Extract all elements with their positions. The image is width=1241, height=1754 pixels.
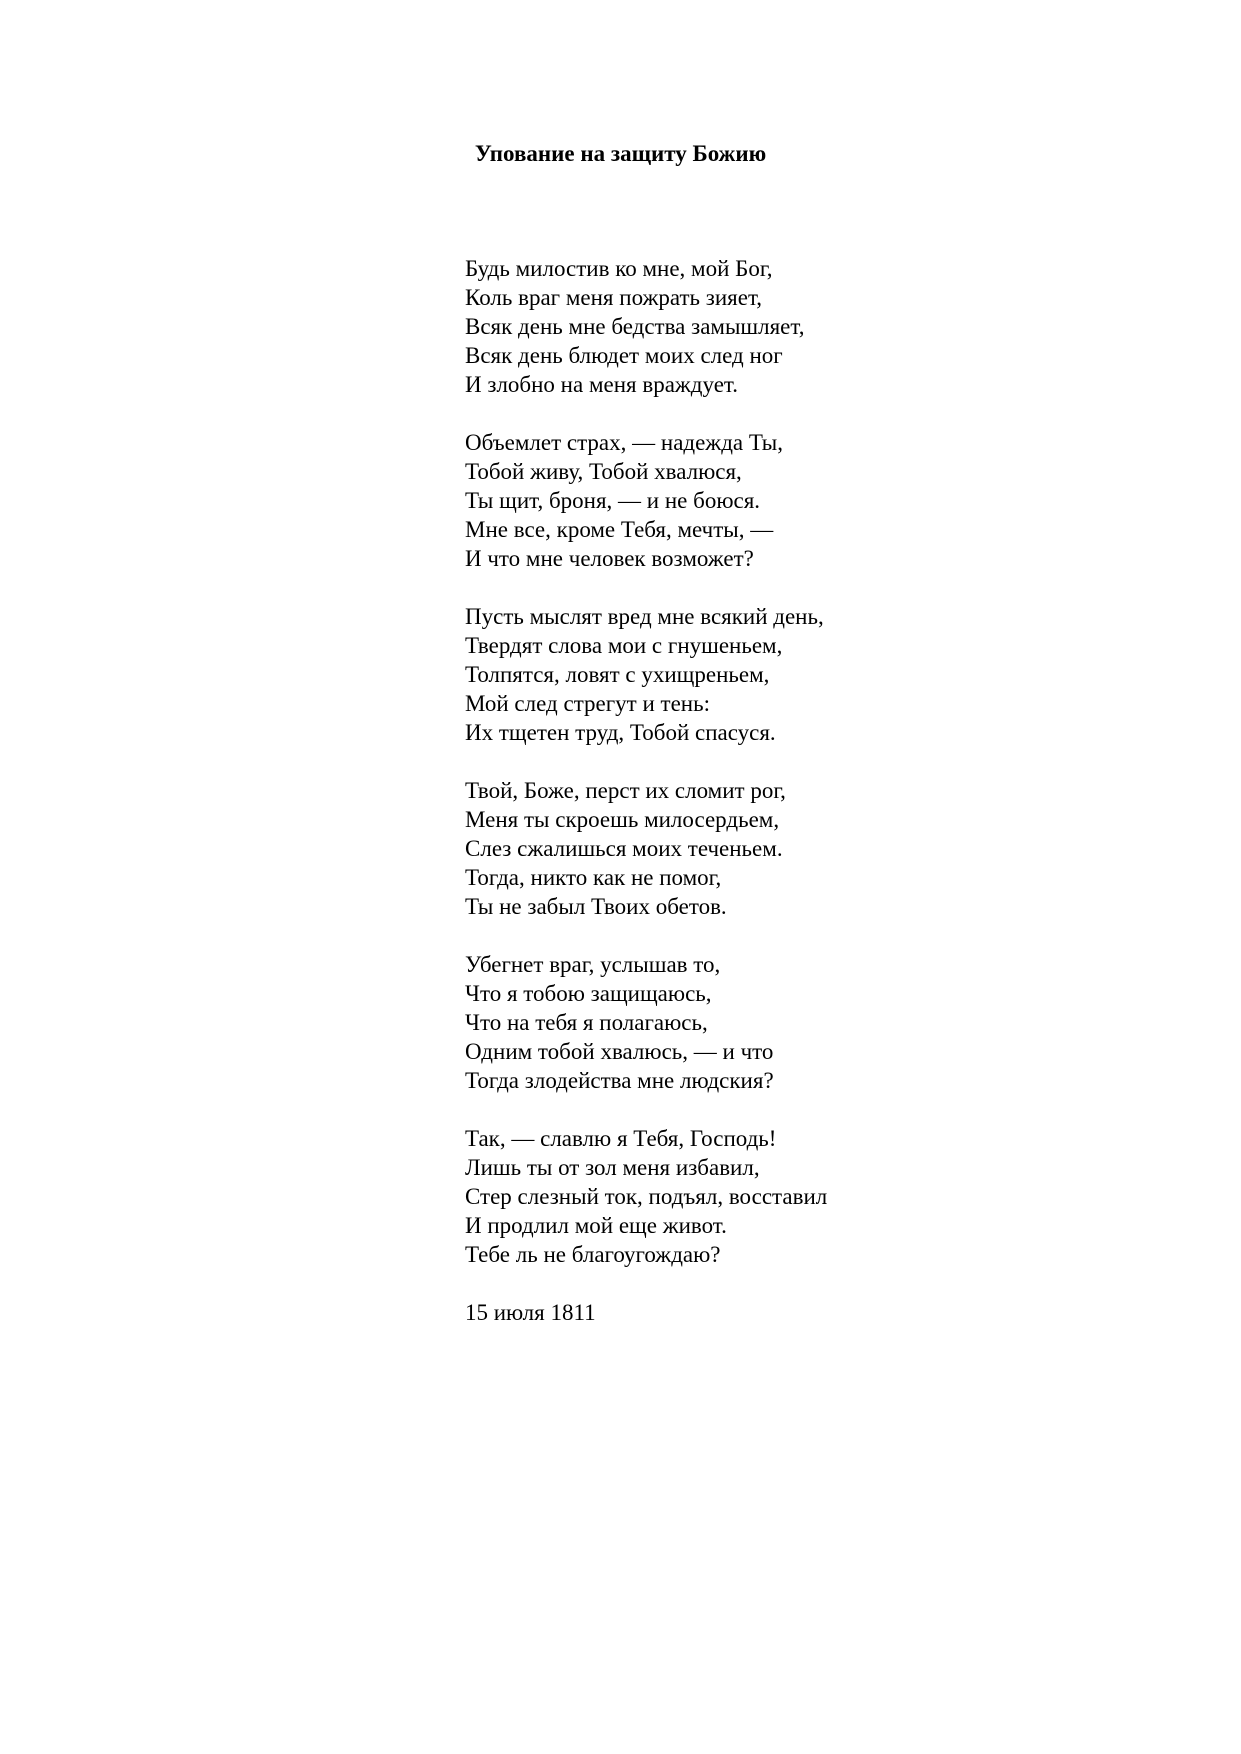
poem-line: Объемлет страх, — надежда Ты, xyxy=(465,430,783,455)
stanza-2 xyxy=(465,428,1165,573)
poem-line: И продлил мой еще живот. xyxy=(465,1213,727,1238)
poem-line: И что мне человек возможет? xyxy=(465,546,754,571)
poem-line: Стер слезный ток, подъял, восставил xyxy=(465,1184,828,1209)
poem-line: И злобно на меня враждует. xyxy=(465,372,738,397)
poem-line: Их тщетен труд, Тобой спасуся. xyxy=(465,720,776,745)
poem-line: Одним тобой хвалюсь, — и что xyxy=(465,1039,774,1064)
poem-line: Меня ты скроешь милосердьем, xyxy=(465,807,780,832)
poem-date: 15 июля 1811 xyxy=(465,1300,596,1325)
poem-line: Слез сжалишься моих теченьем. xyxy=(465,836,783,861)
poem-line: Твой, Боже, перст их сломит рог, xyxy=(465,778,786,803)
poem-line: Тебе ль не благоугождаю? xyxy=(465,1242,721,1267)
poem-line: Будь милостив ко мне, мой Бог, xyxy=(465,256,773,281)
poem-line: Ты щит, броня, — и не боюся. xyxy=(465,488,761,513)
poem-line: Ты не забыл Твоих обетов. xyxy=(465,894,727,919)
poem-body xyxy=(465,254,1165,1327)
poem-line: Пусть мыслят вред мне всякий день, xyxy=(465,604,824,629)
poem-line: Мне все, кроме Тебя, мечты, — xyxy=(465,517,774,542)
poem-title: Упование на защиту Божию xyxy=(474,141,767,166)
poem-line: Тогда, никто как не помог, xyxy=(465,865,722,890)
poem-line: Тогда злодейства мне людския? xyxy=(465,1068,774,1093)
poem-line: Твердят слова мои с гнушеньем, xyxy=(465,633,783,658)
poem-line: Коль враг меня пожрать зияет, xyxy=(465,285,763,310)
stanza-1 xyxy=(465,254,1165,399)
stanza-5 xyxy=(465,950,1165,1095)
poem-line: Тобой живу, Тобой хвалюся, xyxy=(465,459,742,484)
poem-line: Всяк день блюдет моих след ног xyxy=(465,343,783,368)
poem-line: Всяк день мне бедства замышляет, xyxy=(465,314,805,339)
poem-line: Так, — славлю я Тебя, Господь! xyxy=(465,1126,777,1151)
poem-line: Толпятся, ловят с ухищреньем, xyxy=(465,662,770,687)
poem-line: Что я тобою защищаюсь, xyxy=(465,981,712,1006)
poem-line: Что на тебя я полагаюсь, xyxy=(465,1010,708,1035)
poem-line: Лишь ты от зол меня избавил, xyxy=(465,1155,760,1180)
stanza-6 xyxy=(465,1124,1165,1269)
poem-line: Убегнет враг, услышав то, xyxy=(465,952,721,977)
stanza-3 xyxy=(465,602,1165,747)
poem-line: Мой след стрегут и тень: xyxy=(465,691,710,716)
stanza-4 xyxy=(465,776,1165,921)
